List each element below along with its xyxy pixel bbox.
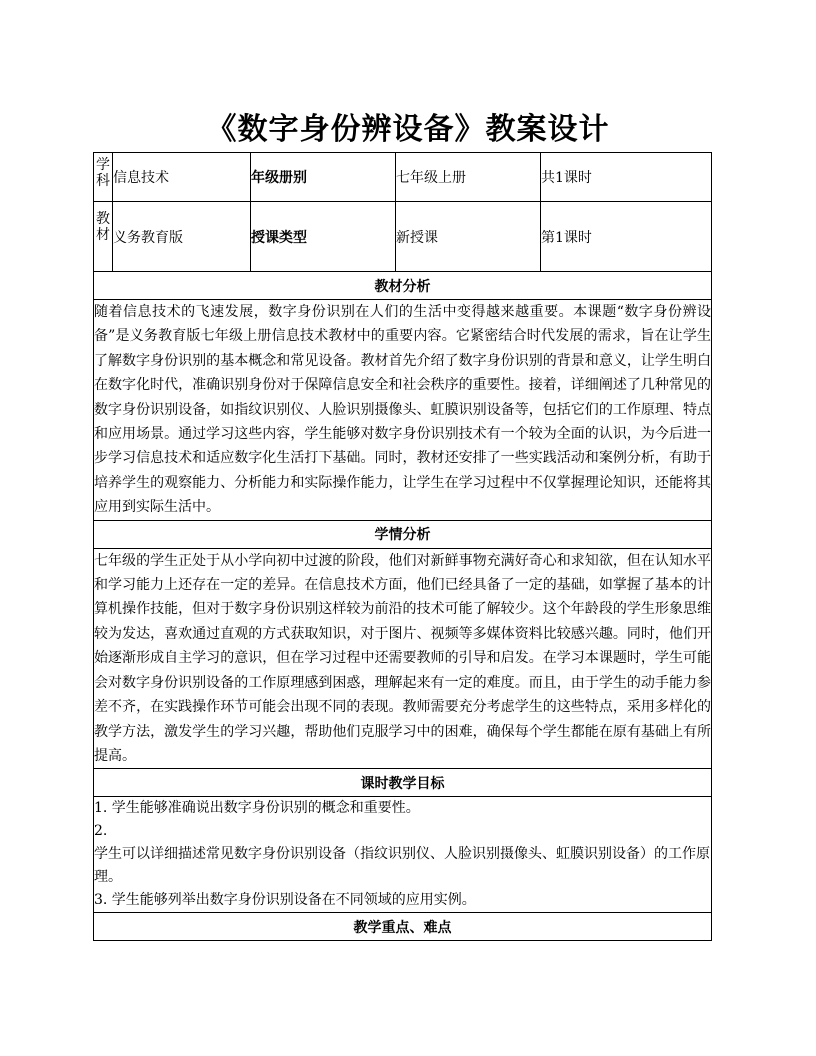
info-row-edition (94, 202, 712, 272)
subject-label: 学科 (96, 157, 110, 189)
goal-item: 1. 学生能够准确说出数字身份识别的概念和重要性。 (94, 800, 420, 817)
student-analysis-text: 七年级的学生正处于从小学向初中过渡的阶段，他们对新鲜事物充满好奇心和求知欲，但在认知水平和学习能力上还存在一定的差异。在信息技术方面，他们已经具备了一定的基础，如掌握了基本的计算机操作技能，但对于数字身份识别这样较为前沿的技术可能了解较少。这个年龄段的学生形象思维较为发达，喜欢通过直观的方式获取知识，对于图片、视频等多媒体资料比较感兴趣。同时，他们开始逐渐形成自主学习的意识，但在学习过程中还需要教师的引导和启发。在学习本课题时，学生可能会对数字身份识别设备的工作原理感到困惑，理解起来有一定的难度。而且，由于学生的动手能力参差不齐，在实践操作环节可能会出现不同的表现。教师需要充分考虑学生的这些特点，采用多样化的教学方法，激发学生的学习兴趣，帮助他们克服学习中的困难，确保每个学生都能在原有基础上有所提高。 (94, 548, 712, 769)
edition-label-cell (94, 202, 113, 272)
lesson-type-value: 新授课 (396, 202, 541, 272)
edition-label: 教材 (96, 211, 110, 243)
goal-item: 学生可以详细描述常见数字身份识别设备（指纹识别仪、人脸识别摄像头、虹膜识别设备）的工作原理。 (94, 846, 710, 886)
lesson-type-label: 授课类型 (251, 202, 396, 272)
edition-value: 义务教育版 (113, 202, 251, 272)
textbook-analysis-heading: 教材分析 (94, 272, 712, 300)
student-analysis-heading: 学情分析 (94, 520, 712, 548)
page-title: 《数字身份辨设备》教案设计 (206, 112, 610, 147)
total-hours: 共1课时 (541, 153, 712, 202)
info-row-subject (94, 153, 712, 202)
goal-item: 2. (94, 823, 108, 840)
lesson-goals-list (94, 797, 712, 913)
subject-label-cell (94, 153, 113, 202)
subject-value: 信息技术 (113, 153, 251, 202)
textbook-analysis-text: 随着信息技术的飞速发展，数字身份识别在人们的生活中变得越来越重要。本课题“数字身份辨设备”是义务教育版七年级上册信息技术教材中的重要内容。它紧密结合时代发展的需求，旨在让学生了解数字身份识别的基本概念和常见设备。教材首先介绍了数字身份识别的背景和意义，让学生明白在数字化时代，准确识别身份对于保障信息安全和社会秩序的重要性。接着，详细阐述了几种常见的数字身份识别设备，如指纹识别仪、人脸识别摄像头、虹膜识别设备等，包括它们的工作原理、特点和应用场景。通过学习这些内容，学生能够对数字身份识别技术有一个较为全面的认识，为今后进一步学习信息技术和适应数字化生活打下基础。同时，教材还安排了一些实践活动和案例分析，有助于培养学生的观察能力、分析能力和实际操作能力，让学生在学习过程中不仅掌握理论知识，还能将其应用到实际生活中。 (94, 300, 712, 521)
grade-label: 年级册别 (251, 153, 396, 202)
grade-value: 七年级上册 (396, 153, 541, 202)
lesson-number: 第1课时 (541, 202, 712, 272)
focus-difficulty-heading: 教学重点、难点 (94, 913, 712, 941)
lesson-goals-heading: 课时教学目标 (94, 769, 712, 797)
lesson-plan-table (93, 152, 712, 941)
goal-item: 3. 学生能够列举出数字身份识别设备在不同领域的应用实例。 (94, 892, 476, 909)
